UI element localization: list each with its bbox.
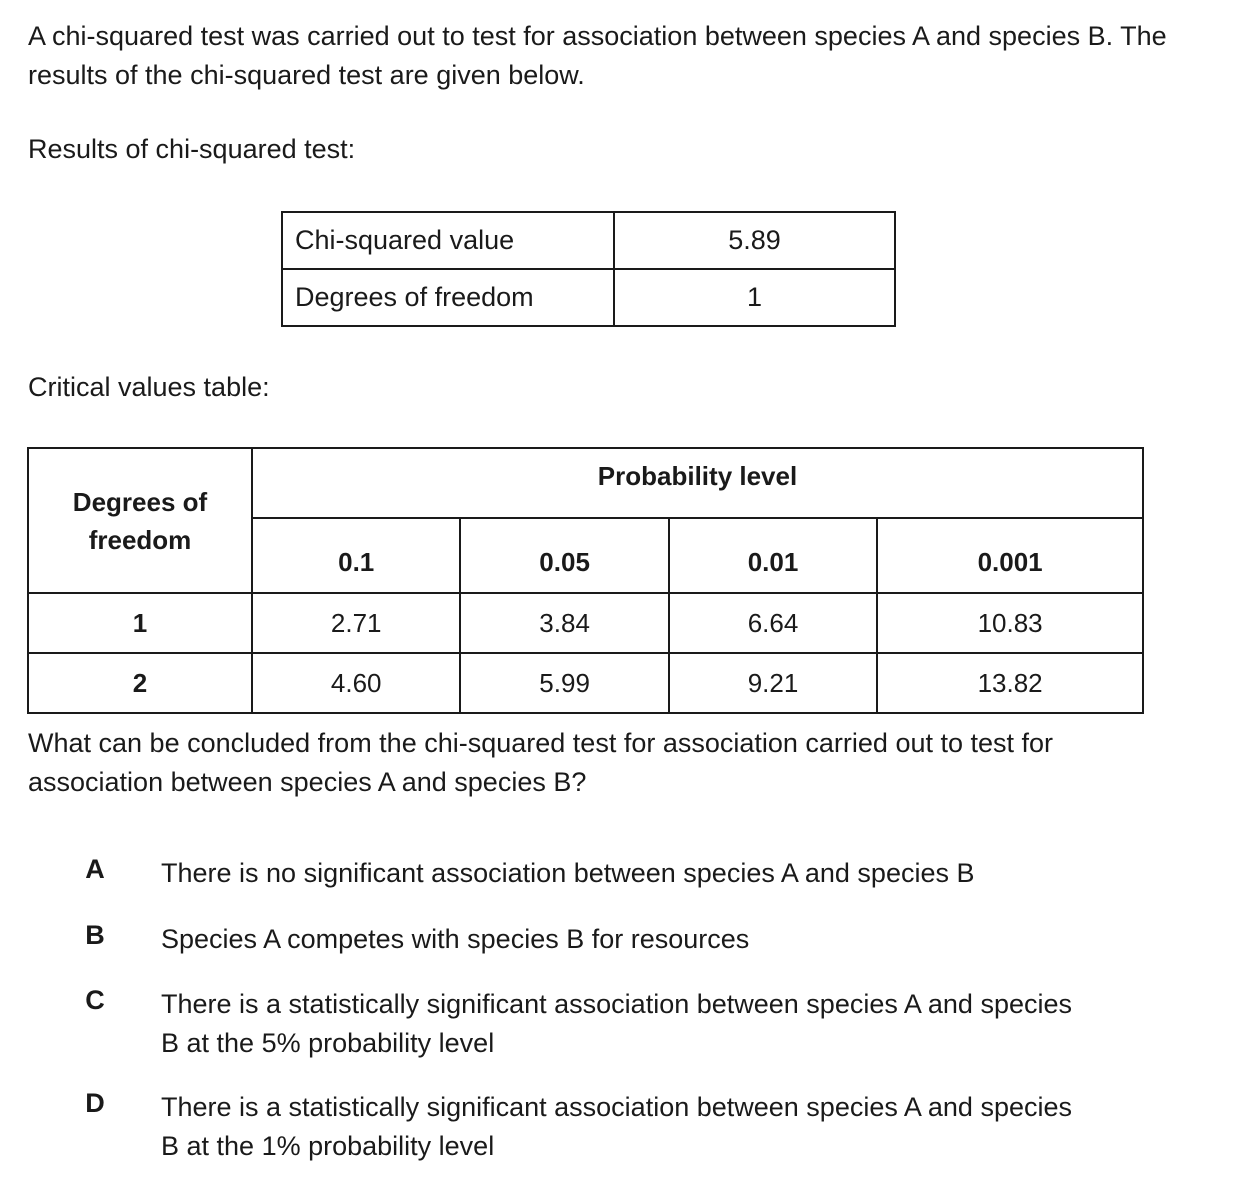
critical-value-cell: 10.83 [877, 593, 1143, 653]
option-b-letter[interactable]: B [85, 920, 105, 950]
option-a-letter[interactable]: A [85, 854, 105, 884]
critical-label: Critical values table: [28, 372, 270, 402]
table-row [28, 593, 1143, 653]
probability-level-header: Probability level [252, 448, 1143, 518]
option-c-letter[interactable]: C [85, 985, 105, 1015]
level-header: 0.01 [669, 518, 877, 593]
table-row [282, 269, 895, 326]
critical-value-cell: 3.84 [460, 593, 668, 653]
option-c-text[interactable]: There is a statistically significant association between species A and species B at the 5% probability level [161, 989, 1072, 1058]
critical-value-cell: 13.82 [877, 653, 1143, 713]
df-column-header: Degrees of freedom [28, 448, 252, 593]
critical-value-cell: 6.64 [669, 593, 877, 653]
level-header: 0.001 [877, 518, 1143, 593]
intro-paragraph: A chi-squared test was carried out to test for association between species A and species B. The results of the chi-squared test are given below. [28, 21, 1167, 90]
critical-value-cell: 9.21 [669, 653, 877, 713]
chi-squared-label: Chi-squared value [282, 212, 614, 269]
option-d-text[interactable]: There is a statistically significant association between species A and species B at the 1% probability level [161, 1092, 1072, 1161]
results-table [281, 211, 896, 327]
results-label: Results of chi-squared test: [28, 134, 356, 164]
table-row [28, 653, 1143, 713]
degrees-of-freedom-label: Degrees of freedom [282, 269, 614, 326]
critical-value-cell: 4.60 [252, 653, 460, 713]
critical-values-table [27, 447, 1144, 714]
table-header-row [28, 448, 1143, 518]
table-row [282, 212, 895, 269]
option-b-text[interactable]: Species A competes with species B for resources [161, 924, 750, 954]
df-cell: 1 [28, 593, 252, 653]
option-a-text[interactable]: There is no significant association between species A and species B [161, 858, 975, 888]
option-d-letter[interactable]: D [85, 1088, 105, 1118]
question-text: What can be concluded from the chi-squared test for association carried out to test for association between species A and species B? [28, 728, 1054, 797]
level-header: 0.1 [252, 518, 460, 593]
df-cell: 2 [28, 653, 252, 713]
critical-value-cell: 5.99 [460, 653, 668, 713]
degrees-of-freedom-value: 1 [614, 269, 895, 326]
critical-value-cell: 2.71 [252, 593, 460, 653]
chi-squared-value: 5.89 [614, 212, 895, 269]
level-header: 0.05 [460, 518, 668, 593]
